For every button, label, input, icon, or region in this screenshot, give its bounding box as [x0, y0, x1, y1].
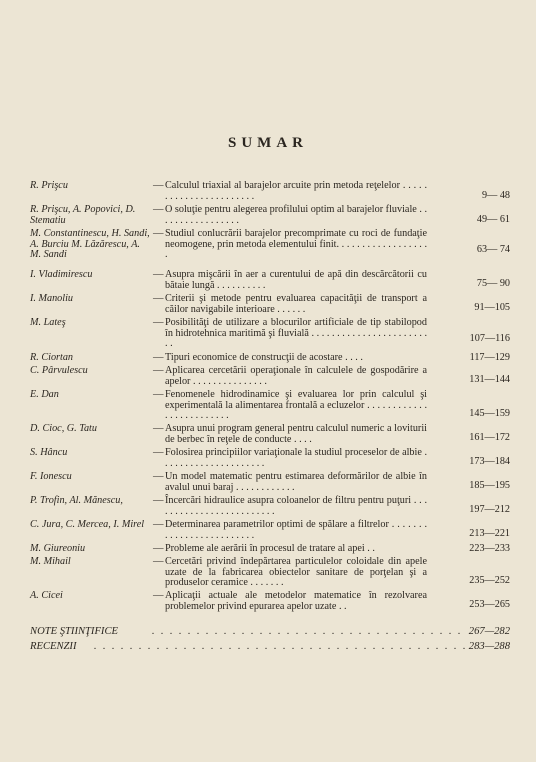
entry-title: Calculul triaxial al barajelor arcuite prin metoda reţelelor . . . . . . . . . . . . . . . . . . . . . . . [165, 180, 427, 202]
entry-dash: — [153, 519, 164, 530]
entry-title: Un model matematic pentru estimarea deformărilor de albie în avalul unui baraj . . . . . . . . . . . . [165, 471, 427, 493]
entry-title: Posibilităţi de utilizare a blocurilor artificiale de tip stabilopod în hidrotehnica maritimă şi fluvială . . . . . . . . . . . . . . . . . . . . . . . . . [165, 317, 427, 349]
section-label: NOTE ŞTIINŢIFICE [30, 626, 118, 637]
entry-dash: — [153, 447, 164, 458]
entry-author: M. Mihail [30, 556, 71, 567]
entry-author: R. Ciortan [30, 352, 74, 363]
entry-author: M. Lateş [30, 317, 66, 328]
entry-title: Criterii şi metode pentru evaluarea capacităţii de transport a căilor navigabile interioare . . . . . . [165, 293, 427, 315]
dot-leader: . . . . . . . . . . . . . . . . . . . . . . . . . . . . . . . . . . . . . . . . . . [94, 641, 468, 652]
entry-dash: — [153, 495, 164, 506]
entry-dash: — [153, 556, 164, 567]
entry-dash: — [153, 317, 164, 328]
entry-pages: 253—265 [469, 599, 510, 610]
entry-title: O soluţie pentru alegerea profilului optim al barajelor fluviale . . . . . . . . . . . . . . . . . [165, 204, 427, 226]
entry-dash: — [153, 471, 164, 482]
entry-pages: 235—252 [469, 575, 510, 586]
entry-author: S. Hâncu [30, 447, 68, 458]
entry-pages: 75— 90 [476, 278, 510, 289]
entry-title: Aplicarea cercetării operaţionale în calculele de gospodărire a apelor . . . . . . . . . . . . . . . [165, 365, 427, 387]
entry-dash: — [153, 204, 164, 215]
entry-author: C. Pârvulescu [30, 365, 88, 376]
entry-dash: — [153, 365, 164, 376]
entry-dash: — [153, 590, 164, 601]
entry-title: Determinarea parametrilor optimi de spălare a filtrelor . . . . . . . . . . . . . . . . . . . . . . . . . [165, 519, 427, 541]
entry-pages: 145—159 [469, 408, 510, 419]
entry-pages: 9— 48 [481, 190, 510, 201]
entry-dash: — [153, 269, 164, 280]
entry-dash: — [153, 423, 164, 434]
entry-author: R. Prişcu, A. Popovici, D. Stematiu [30, 204, 136, 226]
entry-pages: 197—212 [469, 504, 510, 515]
entry-dash: — [153, 293, 164, 304]
entry-author: R. Prişcu [30, 180, 68, 191]
entry-author: I. Manoliu [30, 293, 74, 304]
entry-title: Studiul conlucrării barajelor precomprimate cu roci de fundaţie neomogene, prin metoda elementului finit. . . . . . . . . . . . . . . . . . . [165, 228, 427, 260]
entry-pages: 223—233 [469, 543, 510, 554]
entry-title: Probleme ale aerării în procesul de tratare al apei . . [165, 543, 375, 554]
entry-pages: 49— 61 [476, 214, 510, 225]
entry-title: Fenomenele hidrodinamice şi evaluarea lor prin calculul şi experimentală la alimentarea frontală a ecluzelor . . . . . . . . . . . . . . . . . . . . . . . . . [165, 389, 427, 421]
entry-pages: 91—105 [474, 302, 510, 313]
dot-leader: . . . . . . . . . . . . . . . . . . . . . . . . . . . . . . . . . . . [152, 626, 463, 637]
entry-pages: 63— 74 [476, 244, 510, 255]
entry-pages: 173—184 [469, 456, 510, 467]
entry-dash: — [153, 180, 164, 191]
entry-dash: — [153, 352, 164, 363]
entry-author: F. Ionescu [30, 471, 72, 482]
entry-title: Aplicaţii actuale ale metodelor matematice în rezolvarea problemelor privind epurarea apelor uzate . . [165, 590, 427, 612]
entry-pages: 117—129 [469, 352, 510, 363]
entry-author: I. Vladimirescu [30, 269, 93, 280]
page-title: SUMAR [228, 135, 308, 151]
entry-title: Cercetări privind îndepărtarea particulelor coloidale din apele uzate de la fabricarea obiectelor sanitare de porţelan şi a produselor ceramice . . . . . . . [165, 556, 427, 588]
entry-pages: 161—172 [469, 432, 510, 443]
entry-dash: — [153, 389, 164, 400]
entry-author: E. Dan [30, 389, 59, 400]
entry-title: Asupra unui program general pentru calculul numeric a loviturii de berbec în reţele de conducte . . . . [165, 423, 427, 445]
entry-author: P. Trofin, Al. Mănescu, [30, 495, 123, 506]
entry-pages: 131—144 [469, 374, 510, 385]
entry-dash: — [153, 543, 164, 554]
section-label: RECENZII [30, 641, 77, 652]
entry-author: A. Cicei [30, 590, 63, 601]
entry-author: M. Constantinescu, H. Sandi, A. Burciu M. Lăzărescu, A. M. Sandi [30, 228, 150, 260]
entry-title: Folosirea principiilor variaţionale la studiul proceselor de albie . . . . . . . . . . . . . . . . . . . . . [165, 447, 427, 469]
entry-title: Asupra mişcării în aer a curentului de apă din descărcătorii cu bătaie lungă . . . . . . . . . . [165, 269, 427, 291]
entry-title: Tipuri economice de construcţii de acostare . . . . [165, 352, 363, 363]
entry-author: M. Giureoniu [30, 543, 86, 554]
entry-pages: 107—116 [469, 333, 510, 344]
entry-pages: 185—195 [469, 480, 510, 491]
entry-title: Încercări hidraulice asupra coloanelor de filtru pentru puţuri . . . . . . . . . . . . . . . . . . . . . . . . . [165, 495, 427, 517]
entry-dash: — [153, 228, 164, 239]
entry-author: D. Cioc, G. Tatu [30, 423, 97, 434]
entry-author: C. Jura, C. Mercea, I. Mirel [30, 519, 145, 530]
entry-pages: 213—221 [469, 528, 510, 539]
section-pages: 283—288 [468, 641, 510, 652]
section-pages: 267—282 [468, 626, 510, 637]
